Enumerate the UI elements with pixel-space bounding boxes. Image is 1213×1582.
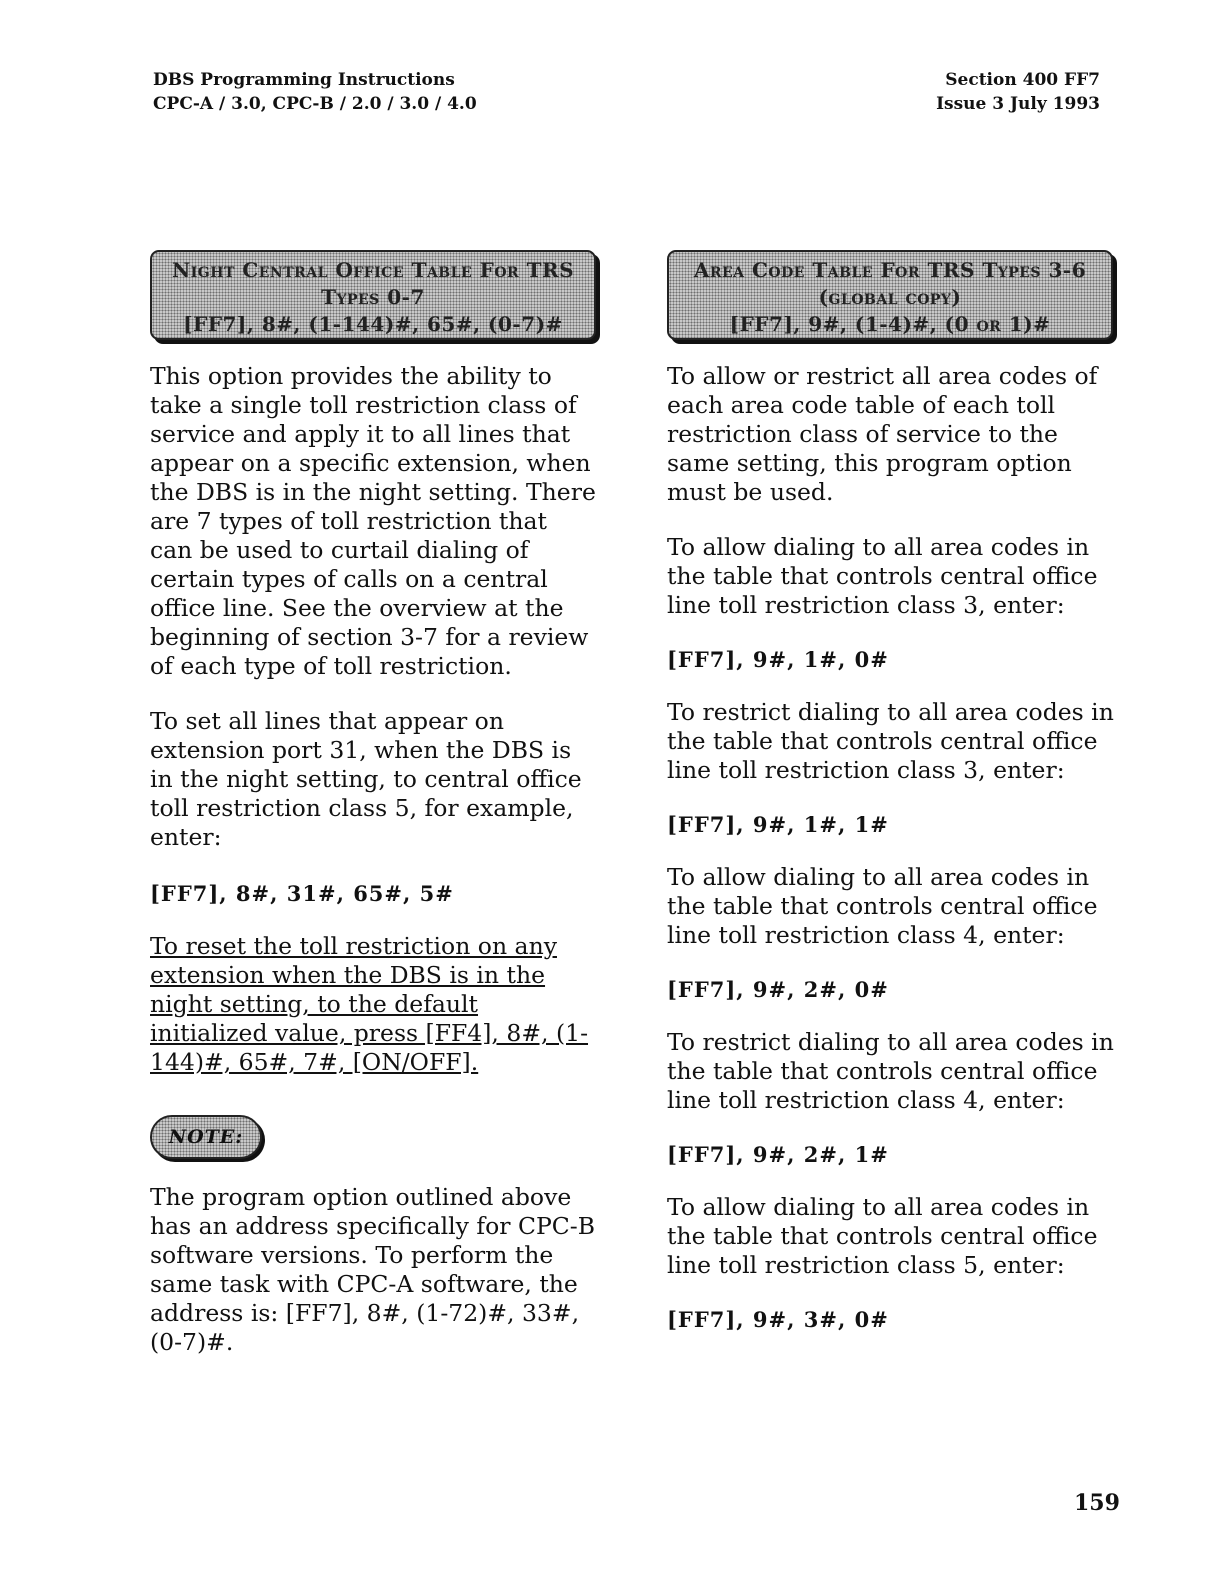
note-badge: NOTE: [150,1115,262,1159]
intro-paragraph: To allow or restrict all area codes of each area code table of each toll restriction class of service to the same setting, this program option must be used. [667,362,1098,506]
intro-paragraph: This option provides the ability to take a single toll restriction class of service and apply it to all lines that appear on a specific extension, when the DBS is in the night setting. There are 7 types of toll restriction that can be used to curtail dialing of certain types of calls on a central office line. See the overview at the beginning of section 3-7 for a review of each type of toll restriction. [150,362,596,680]
left-column [150,250,602,1357]
issue-date: Issue 3 July 1993 [936,94,1100,114]
heading-line-1: Area Code Table For TRS Types 3-6 [693,258,1087,282]
heading-line-2: Types 0-7 [321,285,425,309]
heading-line-3: [FF7], 9#, (1-4)#, (0 or 1)# [729,312,1051,336]
doc-versions: CPC-A / 3.0, CPC-B / 2.0 / 3.0 / 4.0 [153,94,477,114]
example-command: [FF7], 8#, 31#, 65#, 5# [150,881,454,906]
header-left [153,68,477,116]
allow-class4-paragraph: To allow dialing to all area codes in the table that controls central office line toll restriction class 4, enter: [667,863,1098,949]
heading-line-1: Night Central Office Table For TRS [171,258,575,282]
allow-class5-paragraph: To allow dialing to all area codes in the table that controls central office line toll restriction class 5, enter: [667,1193,1098,1279]
night-co-table-heading [150,250,596,340]
section-label: Section 400 FF7 [945,70,1100,90]
heading-line-3: [FF7], 8#, (1-144)#, 65#, (0-7)# [183,312,563,336]
heading-line-2: (global copy) [818,285,962,309]
allow-class3-paragraph: To allow dialing to all area codes in the table that controls central office line toll restriction class 3, enter: [667,533,1098,619]
header-right [936,68,1100,116]
restrict-class4-command: [FF7], 9#, 2#, 1# [667,1142,889,1167]
doc-title: DBS Programming Instructions [153,70,455,90]
right-column [667,250,1119,1334]
allow-class5-command: [FF7], 9#, 3#, 0# [667,1307,889,1332]
page-number: 159 [1074,1490,1120,1516]
example-paragraph: To set all lines that appear on extension port 31, when the DBS is in the night setting, to central office toll restriction class 5, for example, enter: [150,707,582,851]
reset-instruction: To reset the toll restriction on any extension when the DBS is in the night setting, to the default initialized value, press [FF4], 8#, (1-144)#, 65#, 7#, [ON/OFF]. [150,932,589,1076]
note-badge-wrap [150,1115,602,1159]
allow-class4-command: [FF7], 9#, 2#, 0# [667,977,889,1002]
allow-class3-command: [FF7], 9#, 1#, 0# [667,647,889,672]
note-paragraph: The program option outlined above has an address specifically for CPC-B software versions. To perform the same task with CPC-A software, the address is: [FF7], 8#, (1-72)#, 33#, (0-7)#. [150,1183,595,1356]
area-code-table-heading [667,250,1113,340]
restrict-class3-paragraph: To restrict dialing to all area codes in the table that controls central office line toll restriction class 3, enter: [667,698,1114,784]
restrict-class4-paragraph: To restrict dialing to all area codes in the table that controls central office line toll restriction class 4, enter: [667,1028,1114,1114]
restrict-class3-command: [FF7], 9#, 1#, 1# [667,812,889,837]
